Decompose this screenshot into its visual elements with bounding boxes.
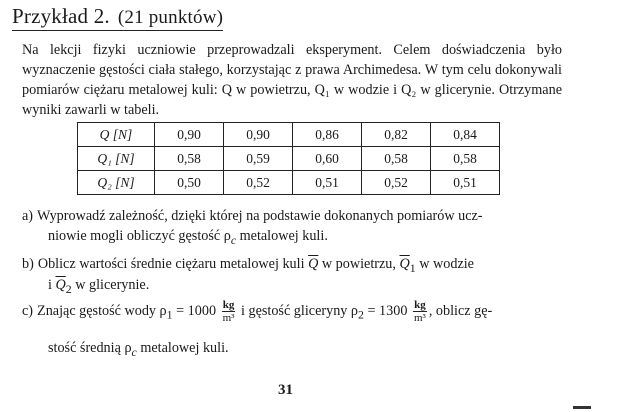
table-row — [78, 123, 500, 147]
unit-num: kg — [414, 299, 426, 311]
question-b-label: b) — [22, 256, 34, 272]
table-row — [78, 147, 500, 171]
table-cell: 0,51 — [431, 171, 500, 195]
table-cell: 0,58 — [362, 147, 431, 171]
question-c-line2-sub: c — [131, 344, 137, 359]
question-c-line2-text: stość średnią ρ — [48, 340, 132, 356]
question-b-q-mean: $\overline{Q}$ — [308, 256, 319, 272]
question-b-text1: Oblicz wartości średnie ciężaru metalowej kuli — [37, 256, 309, 272]
question-b-q1-mean: $\overline{Q}$ — [399, 256, 410, 272]
question-c — [22, 299, 567, 325]
exercise-title — [12, 4, 223, 31]
table-cell: 0,90 — [224, 123, 293, 147]
question-b-q2-sub: 2 — [65, 281, 72, 296]
question-a — [22, 206, 567, 250]
question-b-q1-sub: 1 — [409, 260, 416, 275]
measurement-table — [77, 122, 500, 195]
row-header: Q₂ [N] — [78, 171, 155, 195]
question-a-line1: Wyprowadź zależność, dzięki której na podstawie dokonanych pomiarów ucz- — [37, 208, 483, 224]
page-number: 31 — [278, 382, 293, 398]
question-b-line2 — [48, 275, 593, 299]
unit-den: m³ — [222, 312, 235, 324]
question-b-line2-post: w glicerynie. — [71, 277, 150, 293]
question-c-water-density: = 1000 — [172, 302, 220, 319]
question-a-sub: c — [230, 232, 237, 247]
table-cell: 0,60 — [293, 147, 362, 171]
exercise-intro — [22, 40, 562, 120]
table-cell: 0,52 — [362, 171, 431, 195]
question-c-label: c) — [22, 302, 34, 319]
question-c-text1: Znając gęstość wody ρ — [37, 302, 167, 319]
question-c-sub2: 2 — [358, 307, 364, 322]
question-c-text2: i gęstość gliceryny ρ — [237, 302, 359, 319]
question-c-line2 — [48, 338, 593, 362]
table-cell: 0,82 — [362, 123, 431, 147]
table-cell: 0,51 — [293, 171, 362, 195]
exercise-number: Przykład 2. — [12, 4, 110, 28]
question-c-text3: , oblicz gę- — [428, 302, 493, 319]
question-b-line2-pre: i — [48, 277, 56, 293]
question-c-sub1: 1 — [166, 307, 173, 322]
question-c-glycerin-density: = 1300 — [363, 302, 411, 319]
question-a-line2-end: metalowej kuli. — [236, 228, 328, 244]
unit-fraction-water — [222, 299, 236, 324]
unit-den: m³ — [413, 312, 426, 324]
question-c-line2-post: metalowej kuli. — [136, 340, 229, 356]
table-cell: 0,50 — [155, 171, 224, 195]
table-cell: 0,58 — [431, 147, 500, 171]
table-cell: 0,58 — [155, 147, 224, 171]
question-b-q2-mean: $\overline{Q}$ — [55, 277, 66, 293]
table-cell: 0,90 — [155, 123, 224, 147]
question-a-label: a) — [22, 208, 34, 224]
exercise-points: (21 punktów) — [117, 7, 224, 28]
question-a-line2: niowie mogli obliczyć gęstość ρ — [48, 228, 231, 244]
table-row — [78, 171, 500, 195]
intro-paragraph: Na lekcji fizyki uczniowie przeprowadzali eksperyment. Celem doświadczenia było wyznaczenie gęstości ciała stałego, korzystając z prawa Archimedesa. W tym celu dokonywali pomiarów ciężaru metalowej kuli: Q w powietrzu, Q₁ w wodzie i Q₂ w glicerynie. Otrzymane wyniki zawarli w tabeli. — [22, 42, 562, 118]
question-b-text2: w powietrzu, — [318, 256, 400, 272]
row-header: Q [N] — [78, 123, 155, 147]
table-cell: 0,84 — [431, 123, 500, 147]
table-cell: 0,52 — [224, 171, 293, 195]
table-cell: 0,86 — [293, 123, 362, 147]
unit-fraction-glycerin — [413, 299, 427, 324]
table-cell: 0,59 — [224, 147, 293, 171]
corner-mark — [573, 406, 591, 409]
unit-num: kg — [222, 299, 235, 311]
row-header: Q₁ [N] — [78, 147, 155, 171]
question-b-text3: w wodzie — [415, 256, 474, 272]
